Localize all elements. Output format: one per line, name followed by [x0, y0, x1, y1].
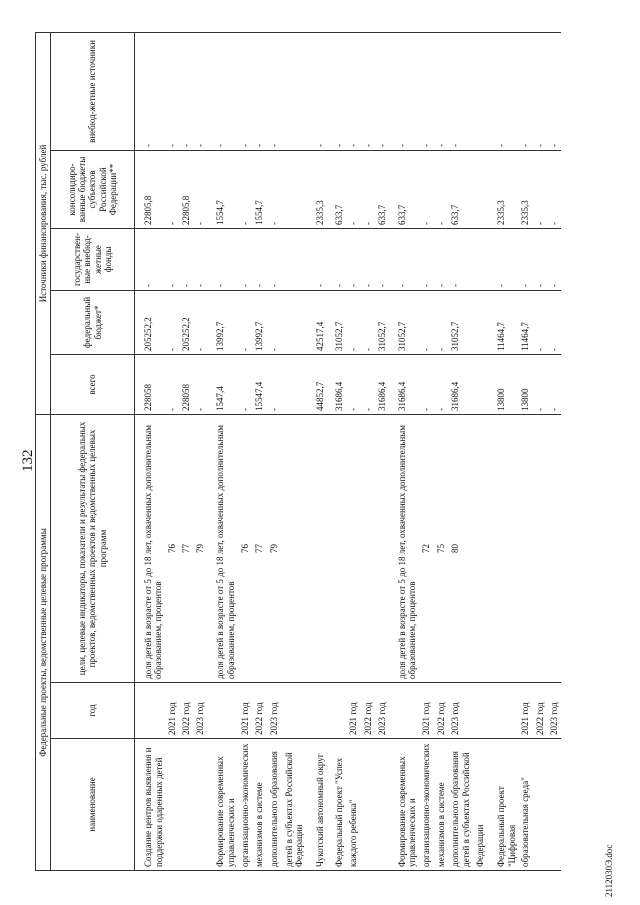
cell-goal: 79	[267, 415, 282, 683]
table-row	[326, 32, 346, 870]
cell-name: Чукотский автономный округ	[307, 739, 327, 871]
cell-extrabudget: -	[419, 32, 434, 150]
cell-year	[207, 683, 237, 739]
cell-goal	[488, 415, 518, 683]
cell-consolidated: -	[267, 151, 282, 229]
cell-state-funds: -	[135, 229, 166, 291]
cell-name: Создание центров выявления и поддержки одаренных детей	[135, 739, 166, 871]
cell-federal: -	[419, 291, 434, 355]
cell-consolidated: 2335,3	[518, 151, 533, 229]
header-sources: Источники финансирования, тыс. рублей	[36, 32, 51, 414]
table-row	[179, 32, 193, 870]
cell-consolidated: -	[193, 151, 207, 229]
col-federal: федеральный бюджет*	[51, 291, 135, 355]
cell-name: Федерации	[473, 739, 488, 871]
cell-federal: 11464,7	[488, 291, 518, 355]
cell-consolidated: 2335,3	[307, 151, 327, 229]
cell-state-funds: -	[488, 229, 518, 291]
cell-extrabudget: -	[179, 32, 193, 150]
col-extrabudget: внебюд-жетные источники	[51, 32, 135, 150]
cell-state-funds: -	[419, 229, 434, 291]
cell-federal: -	[434, 291, 449, 355]
cell-extrabudget: -	[307, 32, 327, 150]
cell-goal	[326, 415, 346, 683]
cell-extrabudget: -	[193, 32, 207, 150]
cell-goal: доля детей в возрасте от 5 до 18 лет, охваченных дополнительным образованием, процентов	[207, 415, 237, 683]
cell-name: образовательная среда"	[518, 739, 533, 871]
cell-consolidated: 633,7	[375, 151, 389, 229]
cell-total: -	[434, 355, 449, 415]
cell-state-funds: -	[547, 229, 561, 291]
document-id: 2112030Э.doc	[604, 844, 614, 897]
cell-total: -	[193, 355, 207, 415]
cell-year: 2021 год	[419, 683, 434, 739]
cell-name	[375, 739, 389, 871]
cell-total: 15547,4	[252, 355, 267, 415]
cell-extrabudget: -	[361, 32, 375, 150]
cell-extrabudget: -	[488, 32, 518, 150]
cell-year: 2023 год	[267, 683, 282, 739]
cell-extrabudget: -	[238, 32, 253, 150]
cell-extrabudget: -	[326, 32, 346, 150]
cell-goal: 77	[252, 415, 267, 683]
cell-year	[282, 683, 307, 739]
cell-total: 228058	[135, 355, 166, 415]
cell-goal: 75	[434, 415, 449, 683]
cell-name: Федеральный проект "Цифровая	[488, 739, 518, 871]
cell-state-funds: -	[307, 229, 327, 291]
cell-state-funds: -	[252, 229, 267, 291]
table-row	[361, 32, 375, 870]
cell-goal: 76	[238, 415, 253, 683]
cell-federal: 42517,4	[307, 291, 327, 355]
cell-consolidated: -	[533, 151, 547, 229]
cell-year: 2022 год	[252, 683, 267, 739]
table-row	[207, 32, 237, 870]
table-row	[165, 32, 179, 870]
cell-federal: 13992,7	[252, 291, 267, 355]
cell-federal	[282, 291, 307, 355]
cell-federal	[473, 291, 488, 355]
cell-name: организационно-экономических	[419, 739, 434, 871]
table-body	[135, 32, 561, 870]
cell-goal: доля детей в возрасте от 5 до 18 лет, охваченных дополнительным образованием, процентов	[389, 415, 419, 683]
cell-total: 13800	[518, 355, 533, 415]
col-name: наименование	[51, 739, 135, 871]
cell-extrabudget: -	[533, 32, 547, 150]
cell-consolidated: -	[165, 151, 179, 229]
table-row	[434, 32, 449, 870]
cell-goal	[473, 415, 488, 683]
cell-federal: 31052,7	[448, 291, 473, 355]
cell-total: -	[238, 355, 253, 415]
cell-federal: 205252,2	[179, 291, 193, 355]
cell-total: 44852,7	[307, 355, 327, 415]
cell-name: каждого ребенка"	[346, 739, 361, 871]
cell-federal: 11464,7	[518, 291, 533, 355]
cell-state-funds: -	[361, 229, 375, 291]
cell-year: 2021 год	[165, 683, 179, 739]
cell-state-funds: -	[448, 229, 473, 291]
cell-goal	[518, 415, 533, 683]
cell-consolidated: -	[346, 151, 361, 229]
cell-extrabudget	[282, 32, 307, 150]
cell-state-funds: -	[518, 229, 533, 291]
cell-total: -	[419, 355, 434, 415]
cell-extrabudget: -	[547, 32, 561, 150]
header-programs: Федеральные проекты, ведомственные целевые программы	[36, 415, 51, 871]
cell-name: механизмов в системе	[434, 739, 449, 871]
cell-name: Формирование современных управленческих и	[389, 739, 419, 871]
cell-federal: -	[346, 291, 361, 355]
cell-federal: -	[361, 291, 375, 355]
cell-total: -	[165, 355, 179, 415]
cell-year: 2022 год	[179, 683, 193, 739]
cell-extrabudget: -	[267, 32, 282, 150]
cell-goal: 76	[165, 415, 179, 683]
cell-total: 228058	[179, 355, 193, 415]
cell-year	[389, 683, 419, 739]
cell-name	[179, 739, 193, 871]
cell-consolidated: 633,7	[389, 151, 419, 229]
cell-year	[307, 683, 327, 739]
cell-goal: 72	[419, 415, 434, 683]
cell-goal	[346, 415, 361, 683]
cell-year: 2023 год	[448, 683, 473, 739]
cell-goal	[547, 415, 561, 683]
cell-goal: 79	[193, 415, 207, 683]
cell-year: 2023 год	[375, 683, 389, 739]
cell-consolidated: 633,7	[448, 151, 473, 229]
cell-federal: 31052,7	[375, 291, 389, 355]
cell-consolidated: 2335,3	[488, 151, 518, 229]
cell-total: -	[346, 355, 361, 415]
cell-extrabudget	[473, 32, 488, 150]
cell-consolidated: -	[547, 151, 561, 229]
cell-consolidated: 1554,7	[207, 151, 237, 229]
table-row	[282, 32, 307, 870]
cell-name: детей в субъектах Российской Федерации	[282, 739, 307, 871]
cell-federal: -	[193, 291, 207, 355]
cell-name: Формирование современных управленческих и	[207, 739, 237, 871]
cell-consolidated	[473, 151, 488, 229]
cell-state-funds: -	[389, 229, 419, 291]
cell-goal: 77	[179, 415, 193, 683]
cell-total: -	[533, 355, 547, 415]
col-goals: цели, целевые индикаторы, показатели и результаты федеральных проектов, ведомственных проектов и ведомственных целевых программ	[51, 415, 135, 683]
cell-state-funds: -	[434, 229, 449, 291]
cell-name: Федеральный проект "Успех	[326, 739, 346, 871]
cell-year: 2023 год	[193, 683, 207, 739]
col-consolidated: консолидиро-ванные бюджеты субъектов Российской Федерации**	[51, 151, 135, 229]
table-row	[518, 32, 533, 870]
financing-table	[35, 32, 561, 871]
cell-year	[326, 683, 346, 739]
cell-name: механизмов в системе	[252, 739, 267, 871]
cell-federal: -	[533, 291, 547, 355]
cell-consolidated: -	[419, 151, 434, 229]
cell-consolidated: 633,7	[326, 151, 346, 229]
cell-consolidated: 22805,8	[135, 151, 166, 229]
cell-federal: 205252,2	[135, 291, 166, 355]
cell-goal	[307, 415, 327, 683]
cell-goal	[375, 415, 389, 683]
cell-name	[165, 739, 179, 871]
cell-goal	[282, 415, 307, 683]
cell-total: -	[267, 355, 282, 415]
cell-consolidated: -	[238, 151, 253, 229]
cell-consolidated: -	[361, 151, 375, 229]
cell-state-funds: -	[207, 229, 237, 291]
cell-total: 31686,4	[375, 355, 389, 415]
cell-total: -	[547, 355, 561, 415]
cell-extrabudget: -	[165, 32, 179, 150]
table-row	[389, 32, 419, 870]
cell-year	[135, 683, 166, 739]
cell-name	[547, 739, 561, 871]
cell-state-funds: -	[238, 229, 253, 291]
cell-extrabudget: -	[207, 32, 237, 150]
table-row	[193, 32, 207, 870]
cell-goal: доля детей в возрасте от 5 до 18 лет, охваченных дополнительным образованием, процентов	[135, 415, 166, 683]
cell-year	[473, 683, 488, 739]
cell-goal: 80	[448, 415, 473, 683]
cell-federal: 13992,7	[207, 291, 237, 355]
cell-name	[193, 739, 207, 871]
cell-total: 31686,4	[326, 355, 346, 415]
cell-year: 2022 год	[434, 683, 449, 739]
table-row	[473, 32, 488, 870]
cell-federal: -	[267, 291, 282, 355]
col-year: год	[51, 683, 135, 739]
cell-consolidated: 1554,7	[252, 151, 267, 229]
cell-federal: -	[547, 291, 561, 355]
cell-total	[282, 355, 307, 415]
cell-state-funds	[473, 229, 488, 291]
cell-goal	[361, 415, 375, 683]
table-row	[267, 32, 282, 870]
cell-extrabudget: -	[375, 32, 389, 150]
table-row	[307, 32, 327, 870]
cell-extrabudget: -	[518, 32, 533, 150]
cell-extrabudget: -	[389, 32, 419, 150]
cell-name	[361, 739, 375, 871]
table-row	[547, 32, 561, 870]
cell-federal: 31052,7	[389, 291, 419, 355]
table-row	[448, 32, 473, 870]
cell-name: дополнительного образования детей в субъектах Российской	[448, 739, 473, 871]
cell-year: 2021 год	[346, 683, 361, 739]
cell-state-funds: -	[165, 229, 179, 291]
cell-total: 31686,4	[448, 355, 473, 415]
cell-goal	[533, 415, 547, 683]
table-row	[375, 32, 389, 870]
cell-consolidated: 22805,8	[179, 151, 193, 229]
cell-total: -	[361, 355, 375, 415]
cell-year: 2021 год	[238, 683, 253, 739]
cell-extrabudget: -	[448, 32, 473, 150]
cell-total: 31686,4	[389, 355, 419, 415]
cell-extrabudget: -	[346, 32, 361, 150]
cell-total	[473, 355, 488, 415]
cell-state-funds: -	[267, 229, 282, 291]
cell-year	[488, 683, 518, 739]
cell-year: 2021 год	[518, 683, 533, 739]
table-row	[135, 32, 166, 870]
table-row	[419, 32, 434, 870]
cell-name	[533, 739, 547, 871]
cell-state-funds: -	[179, 229, 193, 291]
col-total: всего	[51, 355, 135, 415]
table-row	[252, 32, 267, 870]
cell-name: дополнительного образования	[267, 739, 282, 871]
page-number: 132	[20, 449, 36, 472]
cell-total: 1547,4	[207, 355, 237, 415]
cell-consolidated	[282, 151, 307, 229]
cell-federal: -	[165, 291, 179, 355]
cell-year: 2022 год	[533, 683, 547, 739]
table-row	[533, 32, 547, 870]
cell-year: 2023 год	[547, 683, 561, 739]
cell-federal: 31052,7	[326, 291, 346, 355]
table-row	[238, 32, 253, 870]
cell-extrabudget: -	[135, 32, 166, 150]
cell-state-funds: -	[193, 229, 207, 291]
cell-federal: -	[238, 291, 253, 355]
cell-state-funds: -	[346, 229, 361, 291]
cell-state-funds: -	[326, 229, 346, 291]
cell-name: организационно-экономических	[238, 739, 253, 871]
cell-state-funds	[282, 229, 307, 291]
cell-extrabudget: -	[434, 32, 449, 150]
cell-state-funds: -	[375, 229, 389, 291]
cell-year: 2022 год	[361, 683, 375, 739]
col-state-funds: государствен-ные внебюд-жетные фонды	[51, 229, 135, 291]
cell-consolidated: -	[434, 151, 449, 229]
table-row	[346, 32, 361, 870]
cell-state-funds: -	[533, 229, 547, 291]
table-row	[488, 32, 518, 870]
cell-extrabudget: -	[252, 32, 267, 150]
cell-total: 13800	[488, 355, 518, 415]
